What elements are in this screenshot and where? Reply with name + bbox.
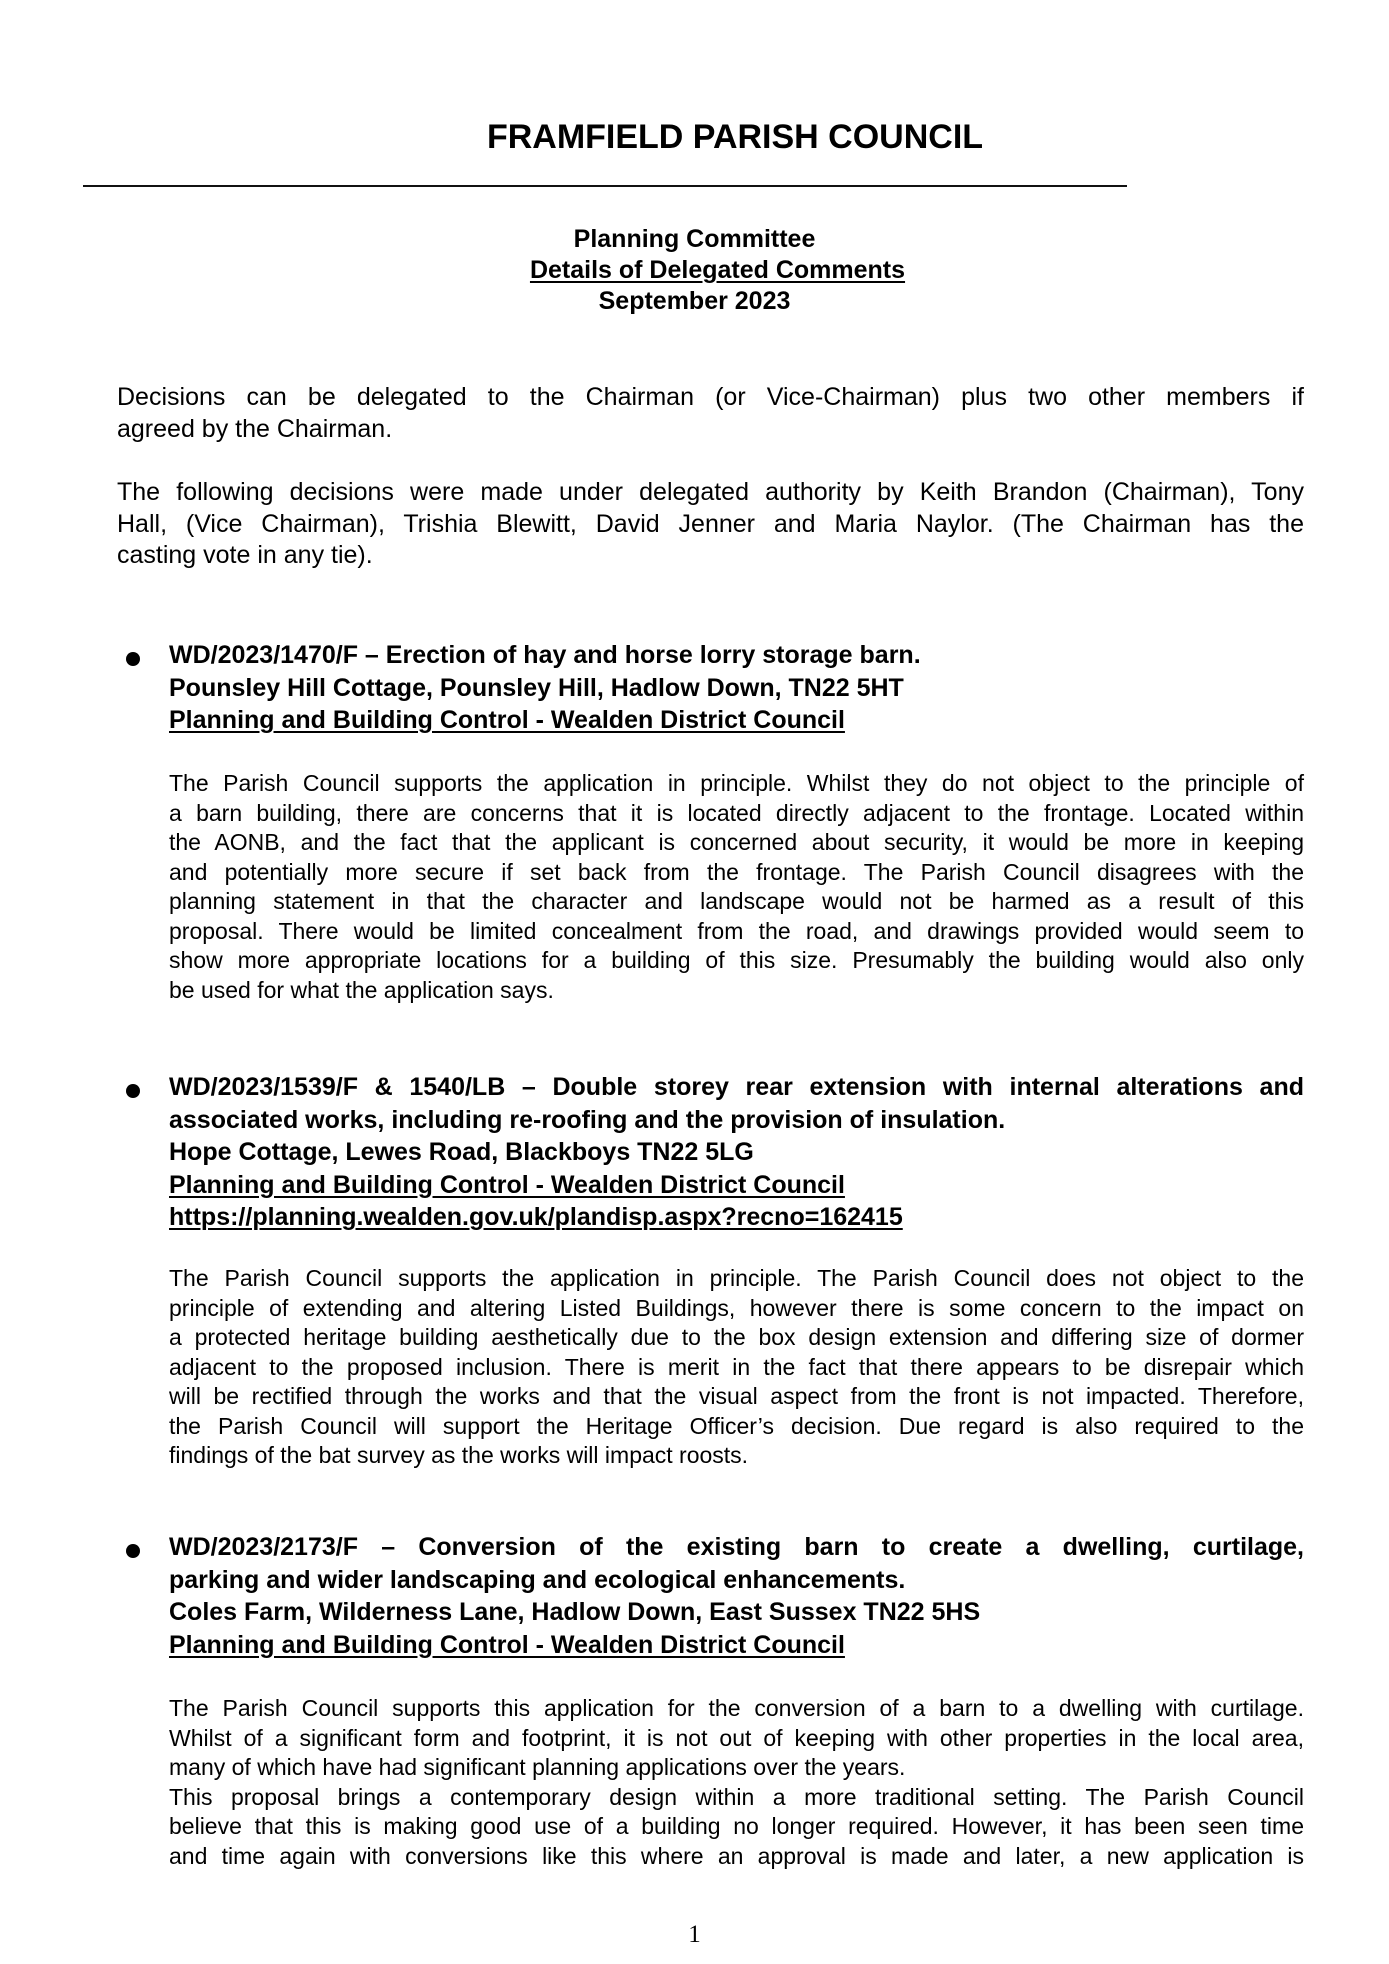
application-heading [169,639,1304,737]
text-line: and potentially more secure if set back from the frontage. The Parish Council disagrees with the [169,858,1304,885]
text-line: This proposal brings a contemporary design within a more traditional setting. The Parish Council [169,1783,1304,1810]
committee-name-text: Planning Committee [573,225,816,253]
page-number: 1 [688,1921,701,1948]
text-line: The Parish Council supports the application in principle. The Parish Council does not object to the [169,1265,1304,1291]
text-line: The Parish Council supports the application in principle. Whilst they do not object to the principle of [169,770,1304,796]
document-subtitle-text: Details of Delegated Comments [529,256,906,284]
text-line: a protected heritage building aesthetically due to the box design extension and differing size of dormer [169,1324,1304,1350]
text-line: casting vote in any tie). [117,541,373,570]
application-address: Hope Cottage, Lewes Road, Blackboys TN22 5LG [169,1138,754,1166]
application-title-continued: parking and wider landscaping and ecological enhancements. [169,1565,906,1594]
planning-portal-link[interactable]: Planning and Building Control - Wealden District Council [169,1170,845,1199]
text-line: believe that this is making good use of a building no longer required. However, it has been seen time [169,1813,1304,1839]
text-line: many of which have had significant planning applications over the years. [169,1754,906,1780]
text-line: Whilst of a significant form and footprint, it is not out of keeping with other properties in the local area, [169,1724,1304,1751]
document-date [0,286,1389,316]
text-line: the AONB, and the fact that the applicant is concerned about security, it would be more in keeping [169,829,1304,855]
application-title-continued: associated works, including re-roofing and the provision of insulation. [169,1105,1006,1134]
text-line: Hall, (Vice Chairman), Trishia Blewitt, David Jenner and Maria Naylor. (The Chairman has the [117,509,1304,538]
application-title: WD/2023/1470/F – Erection of hay and horse lorry storage barn. [169,641,921,669]
text-line: The following decisions were made under delegated authority by Keith Brandon (Chairman), Tony [117,478,1304,506]
header-divider [83,185,1127,187]
application-heading [169,1531,1304,1661]
bullet-icon [126,1084,140,1098]
intro-paragraph-members [117,477,1304,572]
document-date-text: September 2023 [598,287,791,315]
application-title: WD/2023/2173/F – Conversion of the existing barn to create a dwelling, curtilage, [169,1533,1304,1561]
application-url-link[interactable]: https://planning.wealden.gov.uk/plandisp.aspx?recno=162415 [169,1203,903,1231]
text-line: agreed by the Chairman. [117,414,393,443]
text-line: Decisions can be delegated to the Chairman (or Vice-Chairman) plus two other members if [117,383,1304,411]
text-line: the Parish Council will support the Heritage Officer’s decision. Due regard is also required to the [169,1412,1304,1439]
text-line: adjacent to the proposed inclusion. There is merit in the fact that there appears to be disrepair which [169,1353,1304,1380]
application-address: Pounsley Hill Cottage, Pounsley Hill, Hadlow Down, TN22 5HT [169,673,904,702]
planning-portal-link[interactable]: Planning and Building Control - Wealden District Council [169,1630,845,1659]
bullet-icon [126,652,140,666]
text-line: show more appropriate locations for a building of this size. Presumably the building would also only [169,947,1304,973]
document-subtitle [0,255,1389,285]
application-comment [169,769,1304,1005]
text-line: a barn building, there are concerns that it is located directly adjacent to the frontage. Located within [169,799,1304,826]
text-line: principle of extending and altering Listed Buildings, however there is some concern to the impact on [169,1294,1304,1321]
intro-paragraph-delegation [117,382,1304,445]
text-line: will be rectified through the works and that the visual aspect from the front is not impacted. Therefore, [169,1383,1304,1409]
text-line: findings of the bat survey as the works will impact roosts. [169,1442,749,1468]
bullet-icon [126,1544,140,1558]
council-title: FRAMFIELD PARISH COUNCIL [486,118,984,156]
planning-portal-link[interactable]: Planning and Building Control - Wealden District Council [169,706,845,734]
application-comment [169,1694,1304,1871]
application-heading [169,1071,1304,1234]
committee-name [0,224,1389,254]
text-line: planning statement in that the character and landscape would not be harmed as a result of this [169,888,1304,914]
text-line: proposal. There would be limited concealment from the road, and drawings provided would seem to [169,917,1304,944]
application-address: Coles Farm, Wilderness Lane, Hadlow Down, East Sussex TN22 5HS [169,1598,981,1626]
application-comment [169,1264,1304,1471]
text-line: be used for what the application says. [169,976,554,1003]
text-line: The Parish Council supports this application for the conversion of a barn to a dwelling with curtilage. [169,1695,1304,1721]
application-title: WD/2023/1539/F & 1540/LB – Double storey rear extension with internal alterations and [169,1073,1304,1101]
text-line: and time again with conversions like this where an approval is made and later, a new application is [169,1842,1304,1869]
